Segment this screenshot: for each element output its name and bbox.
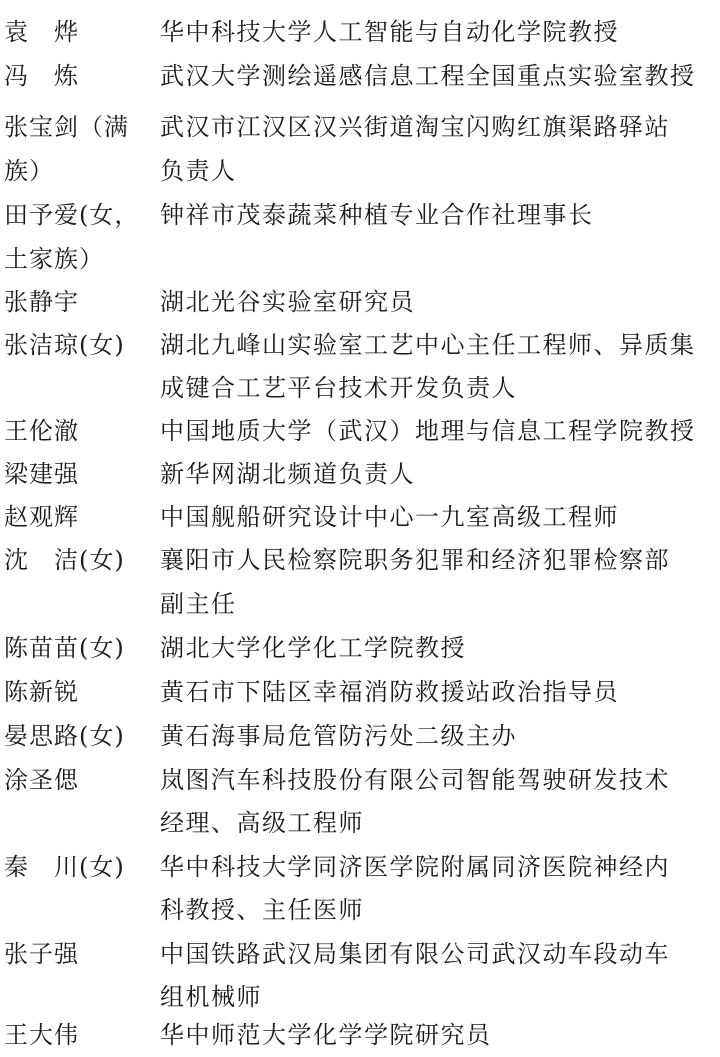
person-title: 中国地质大学（武汉）地理与信息工程学院教授	[160, 417, 696, 445]
entry-line	[0, 149, 720, 193]
person-title: 负责人	[160, 157, 237, 185]
person-title: 武汉市江汉区汉兴街道淘宝闪购红旗渠路驿站	[160, 113, 670, 141]
entry-line	[0, 714, 720, 758]
person-title: 钟祥市茂泰蔬菜种植专业合作社理事长	[160, 201, 594, 229]
person-name: 王伦澈	[4, 417, 79, 445]
person-name: 冯 炼	[4, 62, 79, 90]
person-title: 中国铁路武汉局集团有限公司武汉动车段动车	[160, 940, 670, 968]
person-title: 湖北九峰山实验室工艺中心主任工程师、异质集	[160, 331, 696, 359]
person-title: 湖北光谷实验室研究员	[160, 288, 415, 316]
person-title: 组机械师	[160, 983, 262, 1011]
person-name: 晏思路(女)	[4, 722, 125, 750]
person-name: 袁 烨	[4, 18, 79, 46]
entry-line	[0, 626, 720, 670]
person-name: 族）	[4, 157, 54, 185]
person-name: 沈 洁(女)	[4, 546, 125, 574]
person-title: 武汉大学测绘遥感信息工程全国重点实验室教授	[160, 62, 696, 90]
person-title: 华中师范大学化学学院研究员	[160, 1021, 492, 1049]
person-name: 张静宇	[4, 288, 79, 316]
person-title: 成键合工艺平台技术开发负责人	[160, 374, 517, 402]
entry-line	[0, 366, 720, 410]
person-title: 中国舰船研究设计中心一九室高级工程师	[160, 503, 619, 531]
person-name: 秦 川(女)	[4, 853, 125, 881]
person-title: 襄阳市人民检察院职务犯罪和经济犯罪检察部	[160, 546, 670, 574]
entry-line	[0, 280, 720, 324]
entry-line	[0, 845, 720, 889]
person-name: 王大伟	[4, 1021, 79, 1049]
entry-line	[0, 193, 720, 237]
entry-line	[0, 1013, 720, 1057]
entry-line	[0, 452, 720, 496]
person-name: 陈苗苗(女)	[4, 634, 125, 662]
entry-line	[0, 237, 720, 281]
entry-line	[0, 801, 720, 845]
person-title: 经理、高级工程师	[160, 809, 364, 837]
entry-line	[0, 758, 720, 802]
person-title: 岚图汽车科技股份有限公司智能驾驶研发技术	[160, 766, 670, 794]
person-name: 涂圣偲	[4, 766, 79, 794]
person-name: 张子强	[4, 940, 79, 968]
person-title: 华中科技大学同济医学院附属同济医院神经内	[160, 853, 670, 881]
entry-line	[0, 54, 720, 98]
person-name: 张洁琼(女)	[4, 331, 125, 359]
person-name: 梁建强	[4, 460, 79, 488]
entry-line	[0, 932, 720, 976]
person-title: 新华网湖北频道负责人	[160, 460, 415, 488]
entry-line	[0, 409, 720, 453]
person-name: 陈新锐	[4, 678, 79, 706]
person-name: 田予爱(女，	[4, 201, 140, 229]
person-title: 科教授、主任医师	[160, 896, 364, 924]
entry-line	[0, 10, 720, 54]
person-name: 张宝剑（满	[4, 113, 129, 141]
person-title: 华中科技大学人工智能与自动化学院教授	[160, 18, 619, 46]
entry-line	[0, 582, 720, 626]
person-title: 黄石市下陆区幸福消防救援站政治指导员	[160, 678, 619, 706]
person-name: 土家族）	[4, 245, 104, 273]
entry-line	[0, 105, 720, 149]
person-title: 湖北大学化学化工学院教授	[160, 634, 466, 662]
entry-line	[0, 538, 720, 582]
entry-line	[0, 888, 720, 932]
person-title: 副主任	[160, 590, 237, 618]
person-title: 黄石海事局危管防污处二级主办	[160, 722, 517, 750]
entry-line	[0, 323, 720, 367]
entry-line	[0, 495, 720, 539]
entry-line	[0, 670, 720, 714]
person-name: 赵观辉	[4, 503, 79, 531]
